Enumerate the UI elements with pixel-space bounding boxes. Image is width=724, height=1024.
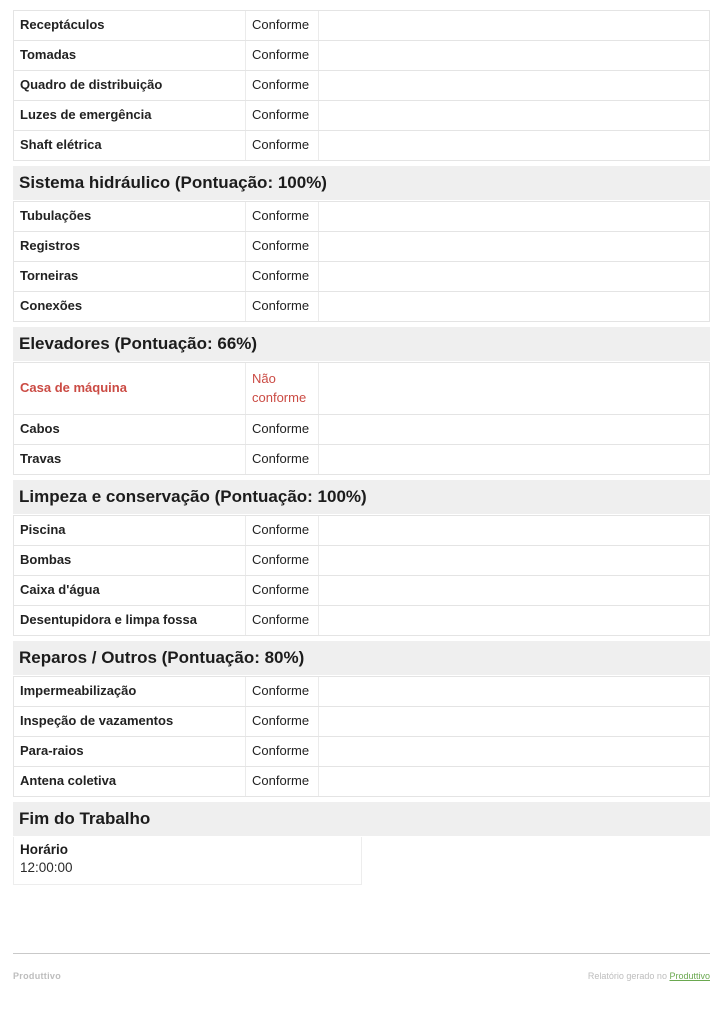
table-row <box>13 767 710 797</box>
item-notes-empty <box>319 292 709 321</box>
section-rows <box>13 676 710 797</box>
item-notes-empty <box>319 202 709 231</box>
section-header-fim-do-trabalho: Fim do Trabalho <box>13 802 710 836</box>
item-notes-empty <box>319 41 709 70</box>
item-status: Conforme <box>246 737 319 766</box>
footer-brand: Produttivo <box>13 971 61 981</box>
section-rows <box>13 10 710 161</box>
table-row <box>13 11 710 41</box>
item-label: Receptáculos <box>14 11 246 40</box>
table-row <box>13 516 710 546</box>
section-rows <box>13 515 710 636</box>
table-row <box>13 101 710 131</box>
item-status: Conforme <box>246 415 319 444</box>
item-status: Conforme <box>246 677 319 706</box>
item-notes-empty <box>319 737 709 766</box>
item-notes-empty <box>319 546 709 575</box>
item-status: Conforme <box>246 576 319 605</box>
item-label: Bombas <box>14 546 246 575</box>
table-row <box>13 41 710 71</box>
item-notes-empty <box>319 516 709 545</box>
item-status: Não conforme <box>246 363 319 414</box>
item-notes-empty <box>319 262 709 291</box>
item-label: Casa de máquina <box>14 363 246 414</box>
horario-field-value: 12:00:00 <box>20 860 73 875</box>
table-row <box>13 576 710 606</box>
table-row <box>13 546 710 576</box>
item-label: Shaft elétrica <box>14 131 246 160</box>
item-notes-empty <box>319 677 709 706</box>
item-label: Caixa d'água <box>14 576 246 605</box>
item-notes-empty <box>319 363 709 414</box>
table-row <box>13 707 710 737</box>
item-status: Conforme <box>246 606 319 635</box>
item-label: Travas <box>14 445 246 474</box>
item-status: Conforme <box>246 546 319 575</box>
table-row <box>13 131 710 161</box>
horario-field-label: Horário <box>20 842 69 857</box>
page-footer <box>13 953 710 981</box>
section-header: Sistema hidráulico (Pontuação: 100%) <box>13 166 710 200</box>
item-notes-empty <box>319 576 709 605</box>
item-label: Para-raios <box>14 737 246 766</box>
item-status: Conforme <box>246 292 319 321</box>
section-rows <box>13 201 710 322</box>
item-status: Conforme <box>246 11 319 40</box>
item-notes-empty <box>319 101 709 130</box>
item-status: Conforme <box>246 767 319 796</box>
table-row <box>13 232 710 262</box>
section-header: Reparos / Outros (Pontuação: 80%) <box>13 641 710 675</box>
item-status: Conforme <box>246 445 319 474</box>
table-row <box>13 445 710 475</box>
item-status: Conforme <box>246 202 319 231</box>
item-notes-empty <box>319 445 709 474</box>
table-row <box>13 71 710 101</box>
item-label: Torneiras <box>14 262 246 291</box>
sections <box>13 10 710 797</box>
section-header: Elevadores (Pontuação: 66%) <box>13 327 710 361</box>
item-status: Conforme <box>246 262 319 291</box>
item-status: Conforme <box>246 707 319 736</box>
item-label: Antena coletiva <box>14 767 246 796</box>
item-label: Luzes de emergência <box>14 101 246 130</box>
table-row <box>13 677 710 707</box>
item-label: Desentupidora e limpa fossa <box>14 606 246 635</box>
item-status: Conforme <box>246 232 319 261</box>
item-notes-empty <box>319 707 709 736</box>
item-label: Registros <box>14 232 246 261</box>
item-label: Conexões <box>14 292 246 321</box>
item-notes-empty <box>319 131 709 160</box>
item-label: Tubulações <box>14 202 246 231</box>
table-row <box>13 292 710 322</box>
item-notes-empty <box>319 71 709 100</box>
item-status: Conforme <box>246 516 319 545</box>
item-notes-empty <box>319 232 709 261</box>
table-row <box>13 737 710 767</box>
item-status: Conforme <box>246 101 319 130</box>
table-row <box>13 363 710 415</box>
item-label: Impermeabilização <box>14 677 246 706</box>
item-label: Cabos <box>14 415 246 444</box>
table-row <box>13 415 710 445</box>
item-notes-empty <box>319 606 709 635</box>
report-content <box>13 10 710 885</box>
item-label: Inspeção de vazamentos <box>14 707 246 736</box>
item-label: Piscina <box>14 516 246 545</box>
item-label: Tomadas <box>14 41 246 70</box>
item-status: Conforme <box>246 131 319 160</box>
item-status: Conforme <box>246 71 319 100</box>
item-notes-empty <box>319 767 709 796</box>
table-row <box>13 606 710 636</box>
item-status: Conforme <box>246 41 319 70</box>
item-label: Quadro de distribuição <box>14 71 246 100</box>
table-row <box>13 262 710 292</box>
section-rows <box>13 362 710 475</box>
footer-generated-text: Relatório gerado no <box>587 971 667 981</box>
section-header: Limpeza e conservação (Pontuação: 100%) <box>13 480 710 514</box>
item-notes-empty <box>319 11 709 40</box>
table-row <box>13 202 710 232</box>
horario-field <box>13 837 362 885</box>
footer-generated-note <box>588 971 710 981</box>
item-notes-empty <box>319 415 709 444</box>
produttivo-link[interactable]: Produttivo <box>669 971 710 981</box>
